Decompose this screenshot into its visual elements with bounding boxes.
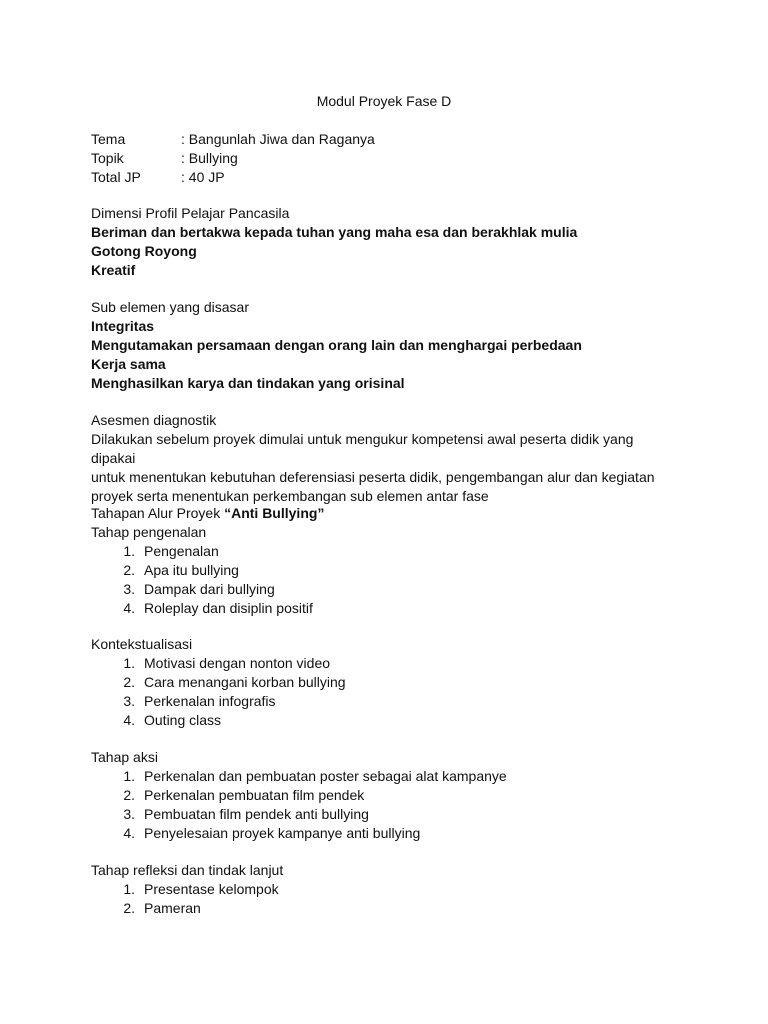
list-number: 3. bbox=[123, 693, 135, 709]
list-text: Presentase kelompok bbox=[144, 881, 279, 897]
dimensi-section bbox=[91, 204, 691, 280]
list-text: Outing class bbox=[144, 712, 222, 728]
list-text: Pameran bbox=[144, 900, 201, 916]
meta-row-tema bbox=[91, 130, 375, 149]
list-item bbox=[91, 767, 691, 786]
list-text: Apa itu bullying bbox=[144, 562, 239, 578]
stage-title: Tahap refleksi dan tindak lanjut bbox=[91, 862, 284, 878]
list-number: 3. bbox=[123, 806, 135, 822]
list-number: 2. bbox=[123, 900, 135, 916]
list-text: Perkenalan dan pembuatan poster sebagai alat kampanye bbox=[144, 768, 507, 784]
stage-title: Tahap pengenalan bbox=[91, 524, 207, 540]
tahapan-section bbox=[91, 504, 691, 618]
stage-title: Tahap aksi bbox=[91, 749, 158, 765]
meta-key: Topik bbox=[91, 150, 124, 166]
asesmen-section bbox=[91, 411, 661, 506]
asesmen-heading: Asesmen diagnostik bbox=[91, 412, 217, 428]
sub-elemen-item: Kerja sama bbox=[91, 356, 166, 372]
dimensi-item: Beriman dan bertakwa kepada tuhan yang maha esa dan berakhlak mulia bbox=[91, 224, 578, 240]
list-number: 4. bbox=[123, 600, 135, 616]
list-text: Perkenalan pembuatan film pendek bbox=[144, 787, 365, 803]
sub-elemen-heading: Sub elemen yang disasar bbox=[91, 299, 249, 315]
list-text: Penyelesaian proyek kampanye anti bullying bbox=[144, 825, 421, 841]
stage-list bbox=[91, 542, 691, 618]
meta-value: : Bullying bbox=[181, 150, 238, 166]
list-text: Dampak dari bullying bbox=[144, 581, 275, 597]
list-number: 1. bbox=[123, 768, 135, 784]
list-number: 1. bbox=[123, 543, 135, 559]
dimensi-heading: Dimensi Profil Pelajar Pancasila bbox=[91, 205, 290, 221]
list-number: 3. bbox=[123, 581, 135, 597]
list-number: 4. bbox=[123, 712, 135, 728]
dimensi-item: Gotong Royong bbox=[91, 243, 197, 259]
meta-key: Total JP bbox=[91, 169, 141, 185]
meta-row-total-jp bbox=[91, 168, 375, 187]
refleksi-section bbox=[91, 861, 691, 918]
list-number: 4. bbox=[123, 825, 135, 841]
list-text: Perkenalan infografis bbox=[144, 693, 276, 709]
asesmen-line: proyek serta menentukan perkembangan sub elemen antar fase bbox=[91, 488, 489, 504]
meta-value: : 40 JP bbox=[181, 169, 225, 185]
sub-elemen-item: Integritas bbox=[91, 318, 155, 334]
stage-list bbox=[91, 654, 691, 730]
sub-elemen-item: Menghasilkan karya dan tindakan yang orisinal bbox=[91, 375, 405, 391]
list-number: 2. bbox=[123, 674, 135, 690]
list-item bbox=[91, 899, 691, 918]
meta-value: : Bangunlah Jiwa dan Raganya bbox=[181, 131, 375, 147]
asesmen-line: untuk menentukan kebutuhan deferensiasi peserta didik, pengembangan alur dan kegiatan bbox=[91, 469, 655, 485]
meta-row-topik bbox=[91, 149, 375, 168]
list-text: Pengenalan bbox=[144, 543, 219, 559]
kontekstualisasi-section bbox=[91, 635, 691, 730]
list-number: 2. bbox=[123, 787, 135, 803]
meta-table bbox=[91, 130, 375, 187]
dimensi-item: Kreatif bbox=[91, 262, 136, 278]
sub-elemen-section bbox=[91, 298, 691, 393]
list-number: 1. bbox=[123, 655, 135, 671]
list-item bbox=[91, 786, 691, 805]
asesmen-line: Dilakukan sebelum proyek dimulai untuk mengukur kompetensi awal peserta didik yang dipakai bbox=[91, 431, 634, 466]
list-text: Pembuatan film pendek anti bullying bbox=[144, 806, 369, 822]
stage-list bbox=[91, 880, 691, 918]
tahapan-heading-prefix: Tahapan Alur Proyek bbox=[91, 505, 225, 521]
stage-list bbox=[91, 767, 691, 843]
list-text: Motivasi dengan nonton video bbox=[144, 655, 331, 671]
list-number: 1. bbox=[123, 881, 135, 897]
list-number: 2. bbox=[123, 562, 135, 578]
list-text: Cara menangani korban bullying bbox=[144, 674, 346, 690]
sub-elemen-item: Mengutamakan persamaan dengan orang lain dan menghargai perbedaan bbox=[91, 337, 582, 353]
tahapan-heading-project-name: “Anti Bullying” bbox=[224, 505, 325, 521]
list-item bbox=[91, 673, 691, 692]
document-title: Modul Proyek Fase D bbox=[316, 93, 452, 109]
list-item bbox=[91, 599, 691, 618]
list-item bbox=[91, 824, 691, 843]
list-item bbox=[91, 880, 691, 899]
aksi-section bbox=[91, 748, 691, 843]
list-item bbox=[91, 580, 691, 599]
list-item bbox=[91, 561, 691, 580]
list-item bbox=[91, 805, 691, 824]
list-item bbox=[91, 542, 691, 561]
list-item bbox=[91, 692, 691, 711]
stage-title: Kontekstualisasi bbox=[91, 636, 193, 652]
list-item bbox=[91, 711, 691, 730]
list-item bbox=[91, 654, 691, 673]
meta-key: Tema bbox=[91, 131, 126, 147]
list-text: Roleplay dan disiplin positif bbox=[144, 600, 313, 616]
tahapan-heading bbox=[91, 504, 691, 523]
